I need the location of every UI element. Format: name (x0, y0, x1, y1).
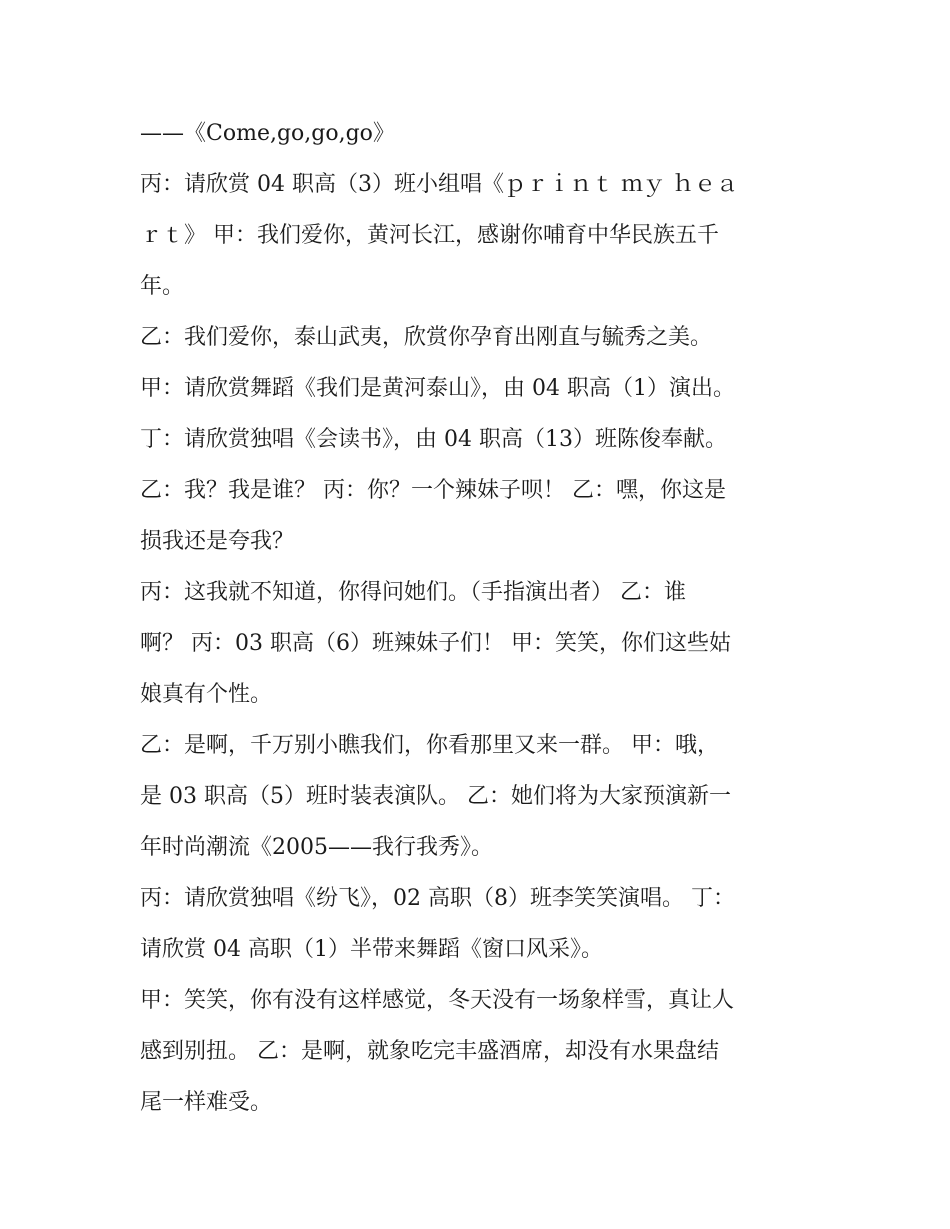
text-line: 丁：请欣赏独唱《会读书》，由 04 职高（13）班陈俊奉献。 (140, 427, 727, 452)
text-line: 损我还是夸我？ (140, 529, 295, 554)
text-line: 年时尚潮流《2005——我行我秀》。 (140, 835, 493, 860)
text-line: ——《Come,go,go,go》 (140, 121, 395, 146)
text-line: 甲：请欣赏舞蹈《我们是黄河泰山》，由 04 职高（1）演出。 (140, 376, 735, 401)
text-line: 娘真有个性。 (140, 682, 273, 707)
document-body (140, 108, 820, 1128)
text-line: ｒｔ》 甲：我们爱你，黄河长江，感谢你哺育中华民族五千 (140, 223, 719, 248)
text-line: 年。 (140, 274, 185, 299)
text-line: 请欣赏 04 高职（1）半带来舞蹈《窗口风采》。 (140, 937, 603, 962)
text-line: 甲：笑笑，你有没有这样感觉，冬天没有一场象样雪，真让人 (140, 988, 735, 1013)
text-line: 感到别扭。 乙：是啊，就象吃完丰盛酒席，却没有水果盘结 (140, 1039, 719, 1064)
text-line: 丙：这我就不知道，你得问她们。（手指演出者） 乙：谁 (140, 580, 686, 605)
text-line: 乙：我们爱你，泰山武夷，欣赏你孕育出刚直与毓秀之美。 (140, 325, 713, 350)
text-line: 乙：是啊，千万别小瞧我们，你看那里又来一群。 甲：哦， (140, 733, 719, 758)
text-line: 是 03 职高（5）班时装表演队。 乙：她们将为大家预演新一 (140, 784, 731, 809)
text-line: 丙：请欣赏 04 职高（3）班小组唱《ｐｒｉｎｔ ｍｙ ｈｅａ (140, 172, 738, 197)
text-line: 尾一样难受。 (140, 1090, 273, 1115)
text-line: 乙：我？我是谁？ 丙：你？一个辣妹子呗！ 乙：嘿，你这是 (140, 478, 726, 503)
text-line: 啊？ 丙：03 职高（6）班辣妹子们！ 甲：笑笑，你们这些姑 (140, 631, 731, 656)
text-line: 丙：请欣赏独唱《纷飞》，02 高职（8）班李笑笑演唱。 丁： (140, 886, 735, 911)
